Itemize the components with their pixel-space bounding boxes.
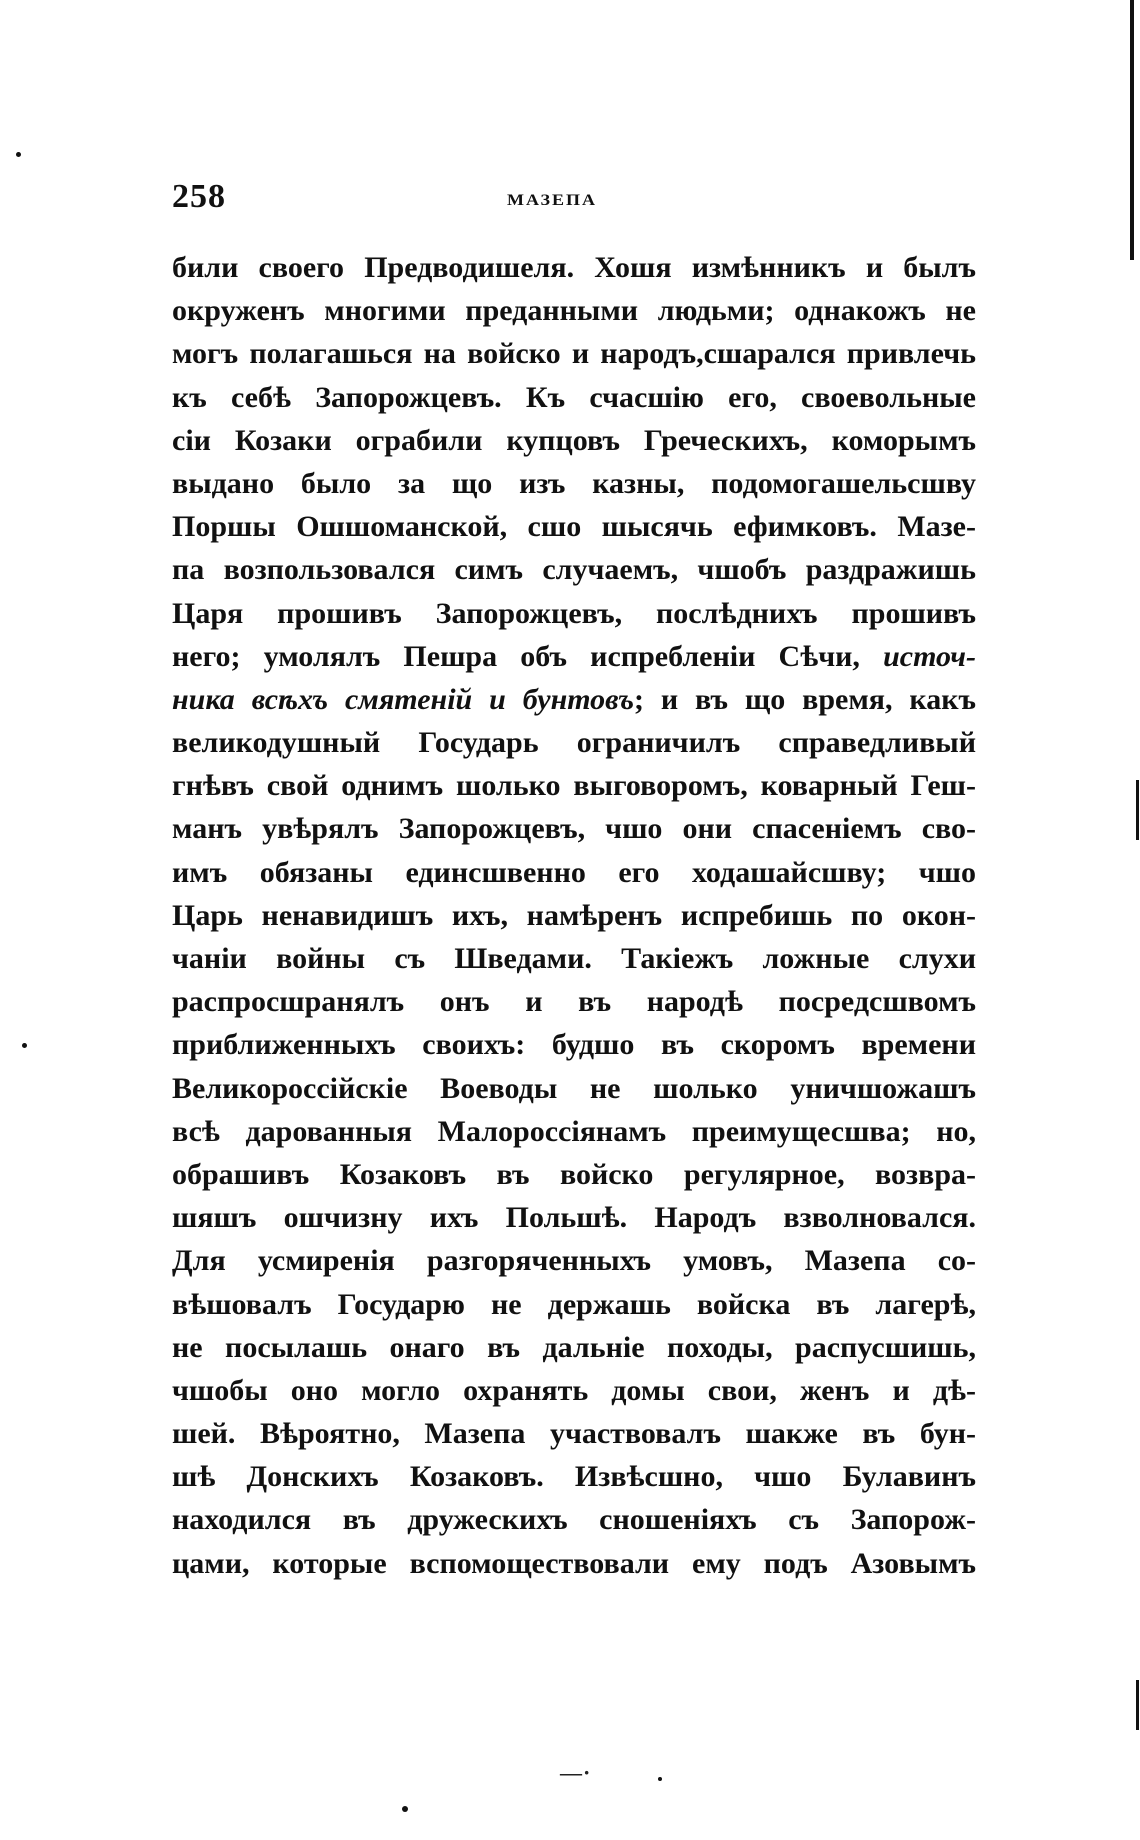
text-line: шей. Вѣроятно, Мазепа участвовалъ шакже въ бун- — [172, 1417, 976, 1451]
text-line: па возпользовался симъ случаемъ, чшобъ раздражишь — [172, 553, 976, 587]
text-line: выдано было за що изъ казны, подомогашельсшву — [172, 466, 976, 500]
scan-speck — [402, 1806, 408, 1812]
line-prefix: него; умолялъ Пешра объ испребленіи Сѣчи, — [172, 639, 860, 673]
text-line: находился въ дружескихъ сношеніяхъ съ Запорож- — [172, 1503, 976, 1537]
scan-edge-mark — [1136, 1680, 1139, 1730]
page-number: 258 — [172, 178, 226, 215]
text-line-with-italic — [172, 635, 976, 678]
text-line: великодушный Государь ограничилъ справедливый — [172, 726, 976, 760]
text-line: цами, которые вспомоществовали ему подъ Азовымъ — [172, 1546, 976, 1580]
body-text — [172, 246, 976, 1585]
scan-speck — [16, 152, 21, 157]
text-line: приближенныхъ своихъ: будшо въ скоромъ времени — [172, 1028, 976, 1062]
scan-edge-mark — [1130, 0, 1134, 260]
text-line: Великороссійскіе Воеводы не шолько уничшожашъ — [172, 1071, 976, 1105]
italic-fragment: источ- — [883, 639, 976, 673]
text-line: шѣ Донскихъ Козаковъ. Извѣсшно, чшо Булавинъ — [172, 1460, 976, 1494]
running-head: МАЗЕПА — [507, 191, 598, 209]
line-suffix: ; и въ що время, какъ — [634, 682, 976, 716]
text-line-with-italic — [172, 678, 976, 721]
footer-mark: —· — [560, 1760, 592, 1785]
text-line: имъ обязаны единсшвенно его ходашайсшву; чшо — [172, 855, 976, 889]
italic-fragment: ника всѣхъ смятеній и бунтовъ — [172, 682, 634, 716]
text-line: распросшранялъ онъ и въ народѣ посредсшвомъ — [172, 985, 976, 1019]
text-line: обрашивъ Козаковъ въ войско регулярное, возвра- — [172, 1157, 976, 1191]
text-line: сіи Козаки ограбили купцовъ Греческихъ, коморымъ — [172, 423, 976, 457]
scan-speck — [22, 1043, 27, 1048]
text-line: всѣ дарованныя Малороссіянамъ преимущесшва; но, — [172, 1114, 976, 1148]
text-line: Для усмиренія разгоряченныхъ умовъ, Мазепа со- — [172, 1244, 976, 1278]
text-line: окруженъ многими преданными людьми; однакожъ не — [172, 294, 976, 328]
text-line: къ себѣ Запорожцевъ. Къ счасшію его, своевольные — [172, 380, 976, 414]
text-line: вѣшовалъ Государю не держашь войска въ лагерѣ, — [172, 1287, 976, 1321]
scan-edge-mark — [1136, 780, 1139, 840]
text-line: Поршы Ошшоманской, сшо шысячь ефимковъ. Мазе- — [172, 510, 976, 544]
text-line: гнѣвъ свой однимъ шолько выговоромъ, коварный Геш- — [172, 769, 976, 803]
text-line: не посылашь онаго въ дальніе походы, распусшишь, — [172, 1330, 976, 1364]
text-line: чаніи войны съ Шведами. Такіежъ ложные слухи — [172, 942, 976, 975]
text-line: могъ полагашься на войско и народъ,сшарался привлечь — [172, 337, 976, 371]
text-line: чшобы оно могло охранять домы свои, женъ и дѣ- — [172, 1373, 976, 1407]
text-line: Царь ненавидишъ ихъ, намѣренъ испребишь по окон- — [172, 898, 976, 932]
text-line: били своего Предводишеля. Хошя измѣнникъ и былъ — [172, 251, 976, 284]
page-header — [172, 178, 972, 228]
text-line: шяшъ ошчизну ихъ Польшѣ. Народъ взволновался. — [172, 1201, 976, 1235]
text-line: Царя прошивъ Запорожцевъ, послѣднихъ прошивъ — [172, 596, 976, 630]
scan-speck — [658, 1777, 662, 1781]
text-line: манъ увѣрялъ Запорожцевъ, чшо они спасеніемъ сво- — [172, 812, 976, 846]
